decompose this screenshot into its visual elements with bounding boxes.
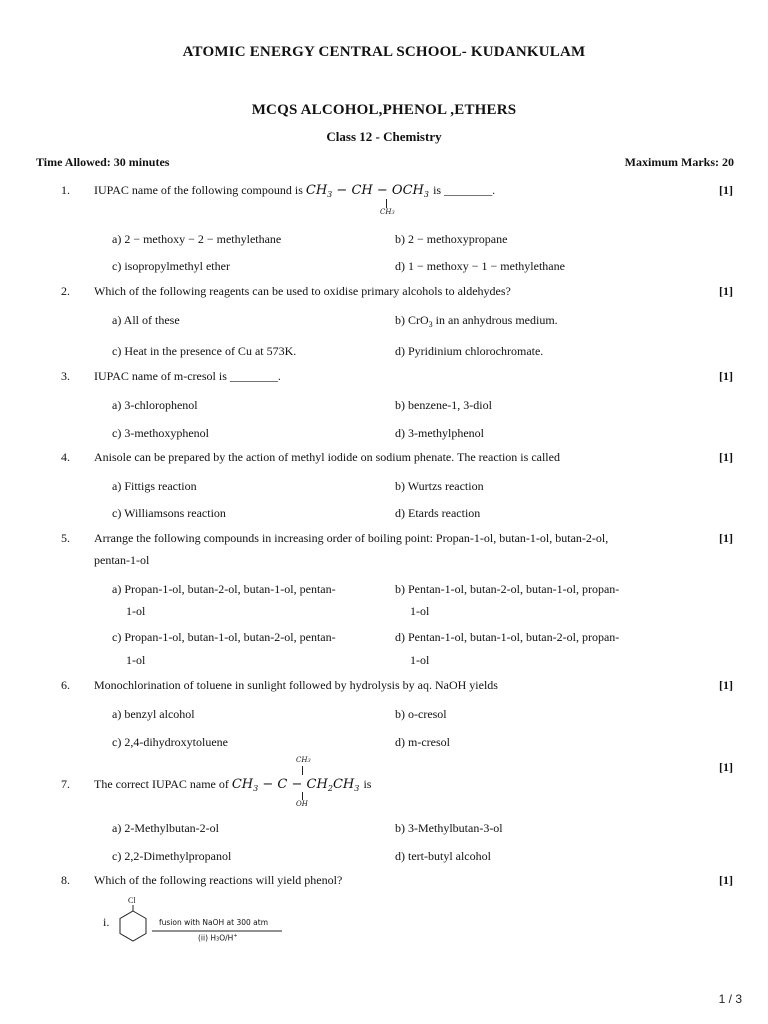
option-d[interactable]: d) tert-butyl alcohol <box>395 849 491 863</box>
branch-group-top: CH3 <box>296 756 311 764</box>
question-text-pre: IUPAC name of the following compound is <box>94 183 303 197</box>
question-text-post: is ________. <box>433 183 496 197</box>
question-number: 7. <box>61 777 70 791</box>
option-d[interactable]: d) 3-methylphenol <box>395 426 484 440</box>
option-a-continued[interactable]: 1-ol <box>126 604 146 618</box>
question-text: Monochlorination of toluene in sunlight followed by hydrolysis by aq. NaOH yields <box>94 678 498 692</box>
question-number: 2. <box>61 284 70 298</box>
option-c-continued[interactable]: 1-ol <box>126 653 146 667</box>
option-d[interactable]: d) Etards reaction <box>395 506 481 520</box>
question-marks: [1] <box>719 284 733 298</box>
bond-line <box>386 199 387 208</box>
arrow-condition-above: fusion with NaOH at 300 atm <box>159 918 269 927</box>
option-c[interactable]: c) 3-methoxyphenol <box>112 426 209 440</box>
question-text: Which of the following reagents can be used to oxidise primary alcohols to aldehydes? <box>94 284 511 298</box>
option-a[interactable]: a) Fittigs reaction <box>112 479 197 493</box>
option-a[interactable]: a) benzyl alcohol <box>112 707 195 721</box>
maximum-marks: Maximum Marks: 20 <box>624 155 734 169</box>
option-b[interactable]: b) 3-Methylbutan-3-ol <box>395 821 503 835</box>
option-d[interactable]: d) m-cresol <box>395 735 450 749</box>
question-text-post: is <box>363 777 372 791</box>
option-d[interactable]: d) 1 − methoxy − 1 − methylethane <box>395 259 565 273</box>
branch-group-bottom: OH <box>296 800 308 808</box>
arrow-condition-below: (ii) H3O/H+ <box>198 933 238 943</box>
option-b[interactable]: b) CrO$_3$ in an anhydrous medium. <box>395 313 558 329</box>
option-c[interactable]: c) 2,4-dihydroxytoluene <box>112 735 228 749</box>
question-text-line-2: pentan-1-ol <box>94 553 150 567</box>
question-text <box>94 183 495 199</box>
substituent-label: Cl <box>128 896 136 905</box>
option-a[interactable]: a) 2 − methoxy − 2 − methylethane <box>112 232 282 246</box>
chlorobenzene-structure <box>110 897 300 957</box>
question-marks: [1] <box>719 183 733 197</box>
question-text: IUPAC name of m-cresol is ________. <box>94 369 281 383</box>
question-marks: [1] <box>719 873 733 887</box>
paper-title: MCQS ALCOHOL,PHENOL ,ETHERS <box>251 102 517 118</box>
option-a[interactable]: a) 3-chlorophenol <box>112 398 198 412</box>
question-number: 5. <box>61 531 70 545</box>
class-subject: Class 12 - Chemistry <box>326 129 442 144</box>
option-b[interactable]: b) o-cresol <box>395 707 447 721</box>
question-number: 3. <box>61 369 70 383</box>
question-number: 8. <box>61 873 70 887</box>
chemical-formula: $CH_3 - C - CH_2CH_3$ <box>231 777 360 793</box>
page-number: 1 / 3 <box>718 992 742 1006</box>
option-b-continued[interactable]: 1-ol <box>410 604 430 618</box>
question-marks: [1] <box>719 760 733 774</box>
option-b[interactable]: b) 2 − methoxypropane <box>395 232 508 246</box>
branch-group: CH3 <box>380 208 395 216</box>
option-a[interactable]: a) 2-Methylbutan-2-ol <box>112 821 219 835</box>
question-marks: [1] <box>719 678 733 692</box>
bond-line-bottom <box>302 792 303 800</box>
question-text-line-1: Arrange the following compounds in increasing order of boiling point: Propan-1-ol, butan-1-ol, butan-2-ol, <box>94 531 609 545</box>
question-number: 1. <box>61 183 70 197</box>
question-marks: [1] <box>719 369 733 383</box>
option-b[interactable]: b) benzene-1, 3-diol <box>395 398 492 412</box>
reaction-label: i. <box>103 915 110 929</box>
option-b[interactable]: b) Wurtzs reaction <box>395 479 484 493</box>
option-d[interactable]: d) Pentan-1-ol, butan-1-ol, butan-2-ol, propan- <box>395 630 620 644</box>
option-a[interactable]: a) All of these <box>112 313 180 327</box>
option-b[interactable]: b) Pentan-1-ol, butan-2-ol, butan-1-ol, propan- <box>395 582 620 596</box>
benzene-ring <box>120 911 146 941</box>
question-number: 6. <box>61 678 70 692</box>
option-d-continued[interactable]: 1-ol <box>410 653 430 667</box>
question-marks: [1] <box>719 450 733 464</box>
question-marks: [1] <box>719 531 733 545</box>
question-text: Which of the following reactions will yield phenol? <box>94 873 343 887</box>
question-text-pre: The correct IUPAC name of <box>94 777 229 791</box>
question-text: Anisole can be prepared by the action of methyl iodide on sodium phenate. The reaction is called <box>94 450 560 464</box>
reaction-diagram <box>110 897 300 957</box>
question-number: 4. <box>61 450 70 464</box>
time-allowed: Time Allowed: 30 minutes <box>36 155 170 169</box>
option-c[interactable]: c) 2,2-Dimethylpropanol <box>112 849 232 863</box>
option-c[interactable]: c) Williamsons reaction <box>112 506 226 520</box>
option-d[interactable]: d) Pyridinium chlorochromate. <box>395 344 544 358</box>
school-name: ATOMIC ENERGY CENTRAL SCHOOL- KUDANKULAM <box>182 44 586 60</box>
option-c[interactable]: c) Propan-1-ol, butan-1-ol, butan-2-ol, pentan- <box>112 630 336 644</box>
option-a[interactable]: a) Propan-1-ol, butan-2-ol, butan-1-ol, pentan- <box>112 582 336 596</box>
chemical-formula: $CH_3$ − CH − $OCH_3$ <box>305 183 429 199</box>
option-c[interactable]: c) Heat in the presence of Cu at 573K. <box>112 344 297 358</box>
option-c[interactable]: c) isopropylmethyl ether <box>112 259 230 273</box>
question-text <box>94 777 371 793</box>
bond-line-top <box>302 766 303 775</box>
